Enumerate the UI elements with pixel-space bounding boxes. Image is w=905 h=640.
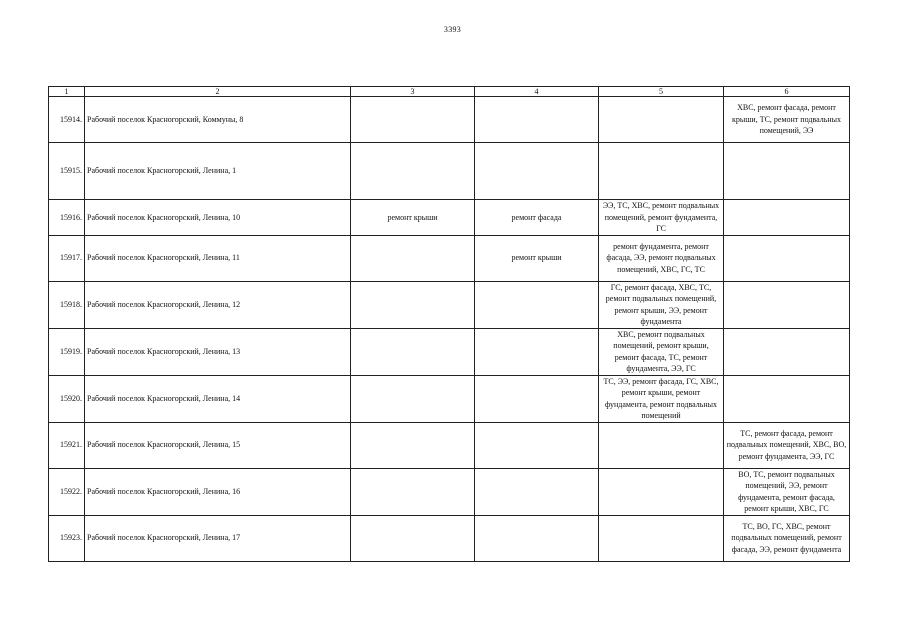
cell-col4: ремонт фасада: [475, 200, 599, 236]
table-row: [49, 143, 850, 200]
cell-col3: [351, 328, 475, 375]
table-row: [49, 200, 850, 236]
row-number: 15916.: [49, 200, 85, 236]
cell-col5: ТС, ЭЭ, ремонт фасада, ГС, ХВС, ремонт крыши, ремонт фундамента, ремонт подвальных помещений: [599, 375, 724, 422]
cell-col3: [351, 468, 475, 515]
row-address: Рабочий поселок Красногорский, Ленина, 11: [85, 235, 351, 281]
works-table: [48, 86, 850, 562]
table-header-row: [49, 87, 850, 97]
row-address: Рабочий поселок Красногорский, Ленина, 14: [85, 375, 351, 422]
row-address: Рабочий поселок Красногорский, Ленина, 15: [85, 422, 351, 468]
table-row: [49, 422, 850, 468]
cell-col4: [475, 143, 599, 200]
cell-col6: [724, 328, 850, 375]
cell-col6: [724, 143, 850, 200]
cell-col6: ХВС, ремонт фасада, ремонт крыши, ТС, ремонт подвальных помещений, ЭЭ: [724, 97, 850, 143]
cell-col6: [724, 235, 850, 281]
row-number: 15917.: [49, 235, 85, 281]
cell-col3: [351, 235, 475, 281]
row-address: Рабочий поселок Красногорский, Ленина, 1: [85, 143, 351, 200]
column-header: 1: [49, 87, 85, 97]
cell-col5: ХВС, ремонт подвальных помещений, ремонт крыши, ремонт фасада, ТС, ремонт фундамента, ЭЭ, ГС: [599, 328, 724, 375]
row-address: Рабочий поселок Красногорский, Коммуны, 8: [85, 97, 351, 143]
cell-col5: ЭЭ, ТС, ХВС, ремонт подвальных помещений, ремонт фундамента, ГС: [599, 200, 724, 236]
column-header: 5: [599, 87, 724, 97]
cell-col3: [351, 515, 475, 561]
cell-col6: [724, 281, 850, 328]
row-address: Рабочий поселок Красногорский, Ленина, 16: [85, 468, 351, 515]
page-number: 3393: [443, 25, 462, 34]
cell-col4: [475, 281, 599, 328]
table-row: [49, 235, 850, 281]
cell-col4: [475, 468, 599, 515]
table-row: [49, 281, 850, 328]
row-address: Рабочий поселок Красногорский, Ленина, 10: [85, 200, 351, 236]
cell-col5: [599, 422, 724, 468]
row-address: Рабочий поселок Красногорский, Ленина, 17: [85, 515, 351, 561]
column-header: 4: [475, 87, 599, 97]
table-row: [49, 375, 850, 422]
row-number: 15922.: [49, 468, 85, 515]
cell-col6: ТС, ВО, ГС, ХВС, ремонт подвальных помещений, ремонт фасада, ЭЭ, ремонт фундамента: [724, 515, 850, 561]
cell-col3: [351, 281, 475, 328]
cell-col5: [599, 468, 724, 515]
cell-col6: [724, 375, 850, 422]
table-row: [49, 468, 850, 515]
cell-col6: [724, 200, 850, 236]
cell-col6: ТС, ремонт фасада, ремонт подвальных помещений, ХВС, ВО, ремонт фундамента, ЭЭ, ГС: [724, 422, 850, 468]
row-address: Рабочий поселок Красногорский, Ленина, 13: [85, 328, 351, 375]
row-number: 15915.: [49, 143, 85, 200]
cell-col3: [351, 375, 475, 422]
row-address: Рабочий поселок Красногорский, Ленина, 12: [85, 281, 351, 328]
cell-col4: [475, 422, 599, 468]
cell-col4: ремонт крыши: [475, 235, 599, 281]
cell-col5: [599, 515, 724, 561]
cell-col6: ВО, ТС, ремонт подвальных помещений, ЭЭ, ремонт фундамента, ремонт фасада, ремонт крыши, ХВС, ГС: [724, 468, 850, 515]
cell-col5: ремонт фундамента, ремонт фасада, ЭЭ, ремонт подвальных помещений, ХВС, ГС, ТС: [599, 235, 724, 281]
cell-col5: [599, 143, 724, 200]
cell-col4: [475, 97, 599, 143]
column-header: 6: [724, 87, 850, 97]
cell-col5: ГС, ремонт фасада, ХВС, ТС, ремонт подвальных помещений, ремонт крыши, ЭЭ, ремонт фундамента: [599, 281, 724, 328]
column-header: 3: [351, 87, 475, 97]
cell-col4: [475, 515, 599, 561]
column-header: 2: [85, 87, 351, 97]
row-number: 15918.: [49, 281, 85, 328]
cell-col3: [351, 97, 475, 143]
table-row: [49, 515, 850, 561]
row-number: 15921.: [49, 422, 85, 468]
cell-col4: [475, 328, 599, 375]
cell-col4: [475, 375, 599, 422]
row-number: 15920.: [49, 375, 85, 422]
row-number: 15914.: [49, 97, 85, 143]
cell-col3: [351, 143, 475, 200]
row-number: 15919.: [49, 328, 85, 375]
table-row: [49, 97, 850, 143]
table-row: [49, 328, 850, 375]
cell-col5: [599, 97, 724, 143]
row-number: 15923.: [49, 515, 85, 561]
cell-col3: [351, 422, 475, 468]
cell-col3: ремонт крыши: [351, 200, 475, 236]
